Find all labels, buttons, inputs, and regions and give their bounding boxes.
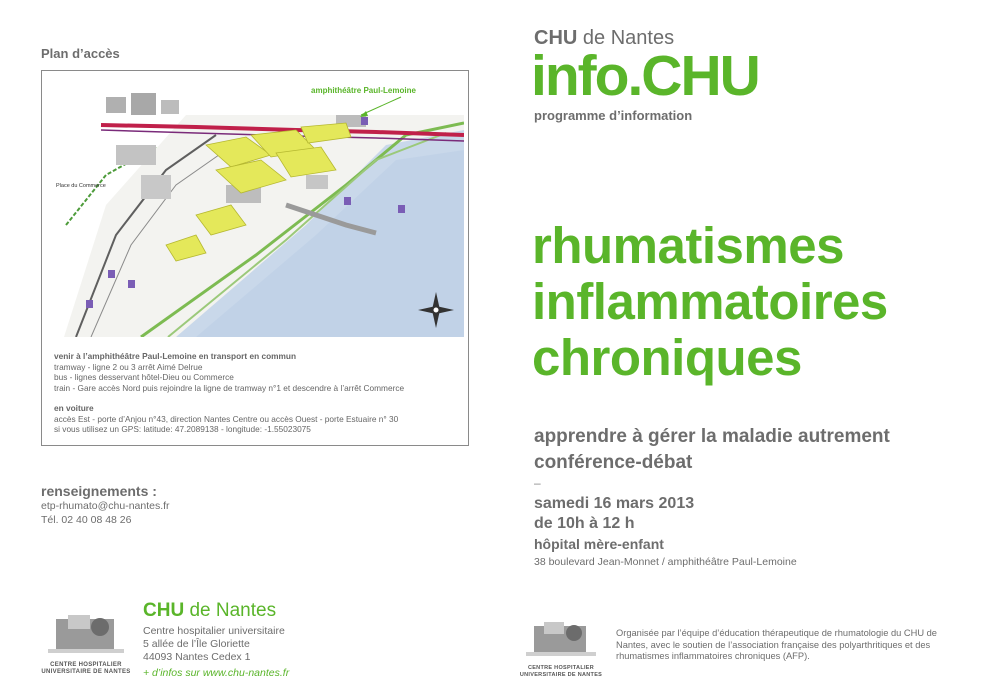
separator-dash: – [534, 476, 541, 490]
transport-public-heading: venir à l’amphithéâtre Paul-Lemoine en transport en commun [54, 351, 297, 361]
programme-label: programme d’information [534, 108, 693, 123]
organised-by: Organisée par l’équipe d’éducation thérapeutique de rhumatologie du CHU de Nantes, avec le soutien de l’association française des polyarthritiques et des rhumatismes inflammatoires chroniques (AFP). [616, 628, 937, 661]
chu-logo-left [38, 615, 134, 676]
website-link[interactable]: + d’infos sur www.chu-nantes.fr [143, 667, 290, 679]
contact-phone: Tél. 02 40 08 48 26 [41, 514, 132, 526]
logo-caption-2: UNIVERSITAIRE DE NANTES [41, 669, 131, 675]
address-line-1: Centre hospitalier universitaire [143, 625, 285, 637]
chu-logo-icon [518, 622, 604, 660]
title-line-2: inflammatoires [532, 273, 888, 330]
chu-logo-icon [38, 615, 134, 657]
subtitle-1: apprendre à gérer la maladie autrement [534, 426, 890, 447]
chu-brand: CHU de Nantes [534, 27, 675, 49]
footer-chu-name: CHU de Nantes [143, 600, 277, 621]
title-line-1: rhumatismes [532, 217, 844, 274]
access-map [41, 70, 469, 446]
logo-caption-2: UNIVERSITAIRE DE NANTES [519, 672, 603, 678]
address-line-2: 5 allée de l’Île Gloriette [143, 638, 250, 650]
map-amphi-label: amphithéâtre Paul-Lemoine [311, 86, 416, 95]
event-venue: hôpital mère-enfant [534, 536, 664, 552]
map-place-label: Place du Commerce [56, 183, 106, 189]
logo-caption-1: CENTRE HOSPITALIER [527, 665, 595, 671]
venue-address: 38 boulevard Jean-Monnet / amphithéâtre Paul-Lemoine [534, 556, 797, 568]
subtitle-2: conférence-débat [534, 452, 693, 473]
transport-tramway: tramway - ligne 2 ou 3 arrêt Aimé Delrue [54, 361, 203, 372]
transport-car-access: accès Est - porte d’Anjou n°43, direction Nantes Centre ou accès Ouest - porte Estuaire n° 30 [54, 413, 399, 424]
transport-car-heading: en voiture [54, 403, 94, 413]
contact-heading: renseignements : [41, 483, 157, 499]
event-date: samedi 16 mars 2013 [534, 495, 695, 512]
title-line-3: chroniques [532, 329, 802, 386]
transport-bus: bus - lignes desservant hôtel-Dieu ou Commerce [54, 372, 234, 382]
logo-caption-1: CENTRE HOSPITALIER [50, 662, 122, 668]
transport-info [54, 351, 464, 435]
transport-train: train - Gare accès Nord puis rejoindre la ligne de tramway n°1 et descendre à l’arrêt Commerce [54, 382, 405, 393]
map-illustration [46, 75, 464, 337]
info-chu-title: info.CHU [531, 44, 759, 108]
transport-gps: si vous utilisez un GPS: latitude: 47.2089138 - longitude: -1.55023075 [54, 424, 311, 434]
plan-title: Plan d’accès [41, 46, 120, 61]
event-time: de 10h à 12 h [534, 515, 635, 532]
contact-email[interactable]: etp-rhumato@chu-nantes.fr [41, 500, 170, 512]
address-line-3: 44093 Nantes Cedex 1 [143, 651, 251, 663]
chu-logo-right [518, 622, 604, 679]
